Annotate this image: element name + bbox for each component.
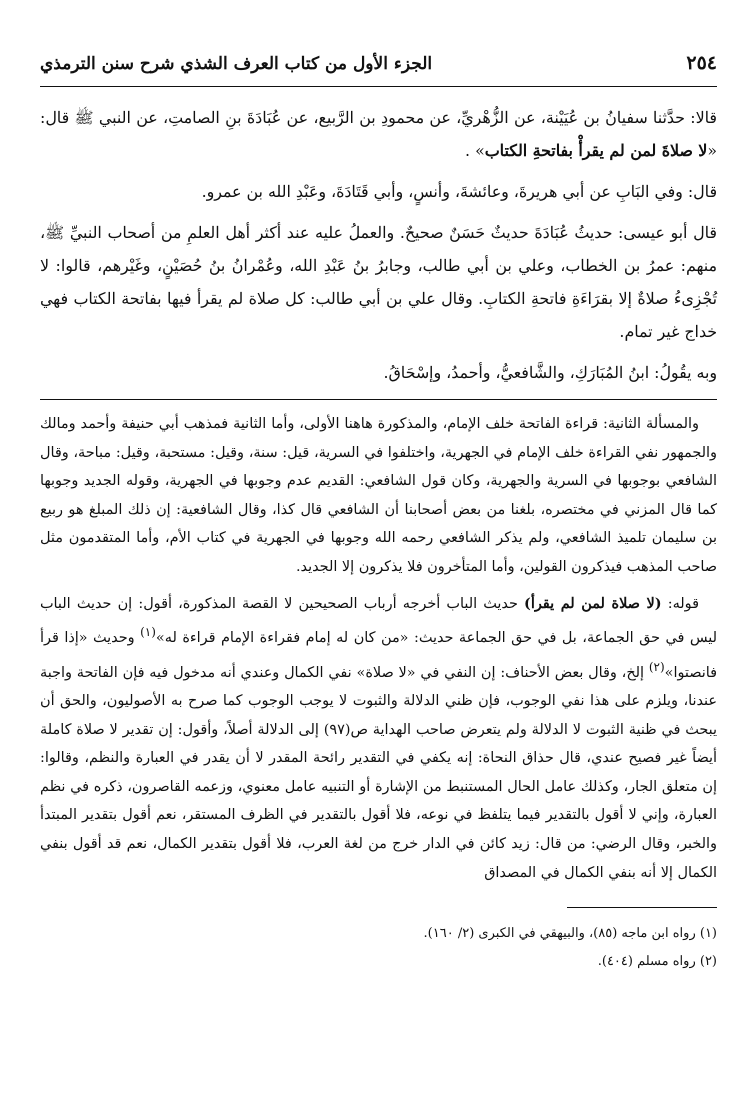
footnote-2: (٢) رواه مسلم (٤٠٤). [597, 954, 717, 970]
commentary-text [40, 410, 717, 887]
footnote-rule [567, 907, 717, 908]
abu-isa-line-1: قال أبو عيسى: حديثُ عُبَادَةَ حديثٌ حَسَنٌ صحيحٌ. والعملُ عليه عند أكثر أهل العلمِ [187, 223, 717, 242]
footnote-ref-2[interactable]: (٢) [648, 659, 665, 674]
isnad-line-2: النبي ﷺ قال: « [40, 108, 717, 160]
abu-isa-line-2: من أصحاب النبيِّ ﷺ، منهم: عمرُ بن الخطاب، وعلي بن أبي طالب، وجابرُ بنُ عَبْدِ الله، [40, 223, 717, 275]
scholars-paragraph: وبه يقُولُ: ابنُ المُبَارَكِ، والشَّافعيُّ، وأحمدُ، وإسْحَاقُ. [383, 363, 717, 382]
para2-text-b: وحديث «إذا قرأ فانصتوا» [40, 629, 717, 681]
isnad-line-2-end: » . [465, 141, 485, 160]
isnad-line-1: قالا: حدَّثنا سفيانُ بن عُيَيْنة، عن الزُّهْريِّ، عن محمودِ بن الرَّبيع، عن عُبَادَةَ بنِ الصامتِ، عن [136, 108, 717, 127]
running-header [40, 52, 717, 86]
abu-isa-line-3: وعُمْرانُ بنُ حُصَيْنٍ، وغَيْرهم، قالوا: لا تُجْزِىءُ صلاةٌ إلا بقرَاءَةِ فاتحةِ الكتابِ. وقال علي بن [40, 256, 717, 308]
hadith-matn: لا صلاةَ لمن لم يقرأْ بفاتحةِ الكتاب [484, 141, 708, 160]
header-rule [40, 86, 717, 87]
running-title: الجزء الأول من كتاب العرف الشذي شرح سنن الترمذي [40, 54, 433, 74]
hadith-isnad [40, 101, 717, 167]
para2-text-c: إلخ، وقال بعض الأحناف: إن النفي في «لا صلاة» نفي الكمال وعندي أنه مدخول فيه فإن الفاتحة واجبة عندنا، ويلزم على هذا نفي الوجوب، فإن ظني الدلالة والثبوت لا يوجب الوجوب كما صرح به الأصوليون، والحق أن يبحث في ظنية الثبوت لا الدلالة ولم يتعرض صاحب الهداية ص(٩٧) إلى الدلالة أصلاً، وأقول: إن تقدير لا صلاة كاملة أيضاً غير فصيح عندي، قال حذاق النحاة: إنه يكفي في التقدير رائحة المقدر لا أن يقدر في العبارة والنظم، وقالوا: إن متعلق الجار، وكذلك عامل الحال المستنبط من الإشارة أو التنبيه عامل معنوي، وزعمه القاصرون، ذكره في نظم العبارة، وإني لا أقول بالتقدير فيما يتلفظ في نوعه، فلا أقول بالتقدير في الظرف المستقر، نعم أقول بتقدير المبتدأ والخبر، وقال الرضي: من قال: زيد كائن في الدار خرج من لغة العرب، فلا أقول بتقدير الكمال، نعم قد أقول بنفي الكمال إلا أنه بنفي الكمال في المصداق [40, 664, 717, 881]
footnotes [40, 920, 717, 976]
book-page [40, 52, 717, 1082]
para2-bold-heading: (لا صلاة لمن لم يقرأ) [524, 594, 662, 612]
para2-text-a: حديث الباب أخرجه أرباب الصحيحين لا القصة المذكورة، أقول: إن حديث الباب ليس في حق الجماعة، بل في حق الجماعة حديث: «من كان له إمام فقراءة الإمام قراءة له» [40, 595, 717, 646]
abu-isa-line-4: أبي طالب: كل صلاة لم يقرأ فيها بفاتحة الكتاب فهي خداج غير تمام. [40, 289, 717, 341]
page-number: ٢٥٤ [686, 52, 717, 74]
commentary-paragraph-1: والمسألة الثانية: قراءة الفاتحة خلف الإمام، والمذكورة هاهنا الأولى، وأما الثانية فمذهب أبي حنيفة وأحمد ومالك والجمهور نفي القراءة خلف الإمام في الجهرية، واختلفوا في السرية، قيل: سنة، وقيل: مستحبة، وقيل: مباحة، وقال الشافعي بوجوبها في السرية والجهرية، وكان قول الشافعي: القديم عدم وجوبها في الجهرية، وقوله الجديد وجوبها كما قال المزني في مختصره، بلغنا من بعض أصحابنا أن الشافعي قال كذا، وقال الشافعية: إن ذلك المبلغ هو ربيع بن سليمان تلميذ الشافعي، ولم يذكر الشافعي رحمه الله وجوبها في الجهرية في كتاب الأم، وأما المتقدمون مثل صاحب المذهب فيذكرون القولين، وأما المتأخرون فلا يذكرون إلا الجديد. [40, 416, 717, 575]
commentary-paragraph-2 [40, 590, 717, 888]
abu-isa-paragraph [40, 216, 717, 348]
para2-lead: قوله: [661, 595, 699, 612]
hadith-bab-paragraph: قال: وفي البَابِ عن أبي هريرةَ، وعائشةَ، وأنسٍ، وأبي قَتَادَةَ، وعَبْدِ الله بن عمرو. [201, 182, 717, 201]
footnote-1: (١) رواه ابن ماجه (٨٥)، والبيهقي في الكبرى (٢/ ١٦٠). [423, 926, 717, 942]
footnote-ref-1[interactable]: (١) [140, 625, 156, 640]
hadith-text [40, 101, 717, 389]
section-rule [40, 399, 717, 400]
